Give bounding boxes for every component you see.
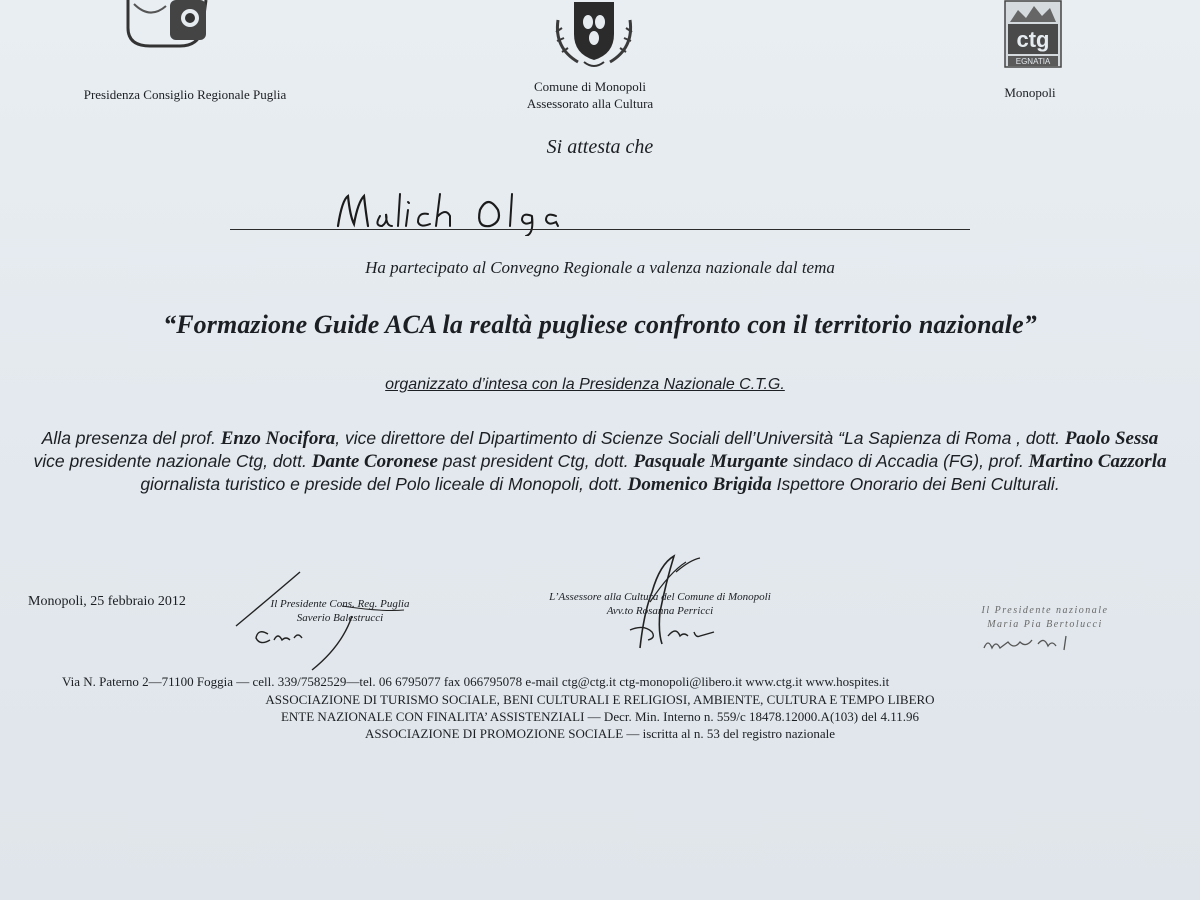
presence-text-6: giornalista turistico e preside del Polo liceale di Monopoli, dott. — [140, 474, 628, 494]
ctg-logo-text: ctg — [1016, 27, 1050, 52]
participation-text: Ha partecipato al Convegno Regionale a valenza nazionale dal tema — [365, 258, 835, 277]
presence-text-1: Alla presenza del prof. — [41, 428, 221, 448]
org-left-label: Presidenza Consiglio Regionale Puglia — [83, 87, 287, 102]
presence-name-sessa: Paolo Sessa — [1064, 428, 1159, 449]
presence-text-4: past president Ctg, dott. — [437, 451, 634, 471]
presence-text-3: vice presidente nazionale Ctg, dott. — [33, 451, 312, 471]
ctg-logo-icon — [1004, 0, 1062, 68]
presence-text-5: sindaco di Accadia (FG), prof. — [788, 451, 1029, 471]
assessore-signature-block — [510, 590, 810, 618]
org-center-line2: Assessorato alla Cultura — [526, 96, 654, 111]
national-president-signature-scribble — [980, 630, 1090, 655]
ctg-egnatia-logo — [1004, 0, 1062, 68]
president-signature-block — [240, 597, 440, 625]
org-right-label: Monopoli — [1004, 85, 1056, 100]
presence-text-7: Ispettore Onorario dei Beni Culturali. — [771, 474, 1060, 494]
footer-contacts: Via N. Paterno 2—71100 Foggia — cell. 339/7582529—tel. 06 6795077 fax 066795078 e-mail ctg@ctg.it ctg-monopoli@libero.it www.ctg.it www.hospites.it — [62, 674, 890, 689]
footer-registry: ASSOCIAZIONE DI PROMOZIONE SOCIALE — iscritta al n. 53 del registro nazionale — [364, 726, 836, 741]
monopoli-crest-icon — [548, 0, 640, 70]
organized-by-text — [0, 376, 1170, 394]
place-date: Monopoli, 25 febbraio 2012 — [28, 594, 186, 609]
national-president-name: Maria Pia Bertolucci — [987, 619, 1103, 630]
convention-theme-title: “Formazione Guide ACA la realtà pugliese confronto con il territorio nazionale” — [163, 310, 1037, 339]
presence-name-brigida: Domenico Brigida — [627, 474, 772, 495]
president-name: Saverio Balestrucci — [296, 612, 384, 624]
org-center-label — [470, 78, 710, 112]
president-title: Il Presidente Cons. Reg. Puglia — [270, 598, 410, 610]
assessore-title: L’Assessore alla Cultura del Comune di Monopoli — [549, 591, 771, 603]
egnatia-logo-text: EGNATIA — [1015, 57, 1051, 66]
attesta-heading: Si attesta che — [546, 136, 654, 158]
assessore-name: Avv.to Rosanna Perricci — [606, 605, 714, 617]
presence-name-cazzorla: Martino Cazzorla — [1028, 451, 1167, 472]
national-president-title: Il Presidente nazionale — [981, 605, 1109, 616]
presence-name-coronese: Dante Coronese — [311, 451, 438, 472]
footer-association: ASSOCIAZIONE DI TURISMO SOCIALE, BENI CULTURALI E RELIGIOSI, AMBIENTE, CULTURA E TEMPO LIBERO — [265, 692, 935, 707]
presence-paragraph — [30, 427, 1170, 496]
presence-name-nocifora: Enzo Nocifora — [220, 428, 336, 449]
organized-by-underlined: organizzato d’intesa con la Presidenza Nazionale C.T.G. — [385, 376, 785, 393]
presence-name-murgante: Pasquale Murgante — [633, 451, 789, 472]
regional-council-logo-icon — [120, 0, 210, 50]
national-president-signature-block — [955, 604, 1135, 632]
footer-decree: ENTE NAZIONALE CON FINALITA’ ASSISTENZIALI — Decr. Min. Interno n. 559/c 18478.12000.A(103) del 4.11.96 — [280, 709, 920, 724]
presence-text-2: , vice direttore del Dipartimento di Scienze Sociali dell’Università “La Sapienza di Roma , dott. — [335, 428, 1065, 448]
name-underline — [230, 229, 970, 230]
org-center-line1: Comune di Monopoli — [534, 79, 646, 94]
